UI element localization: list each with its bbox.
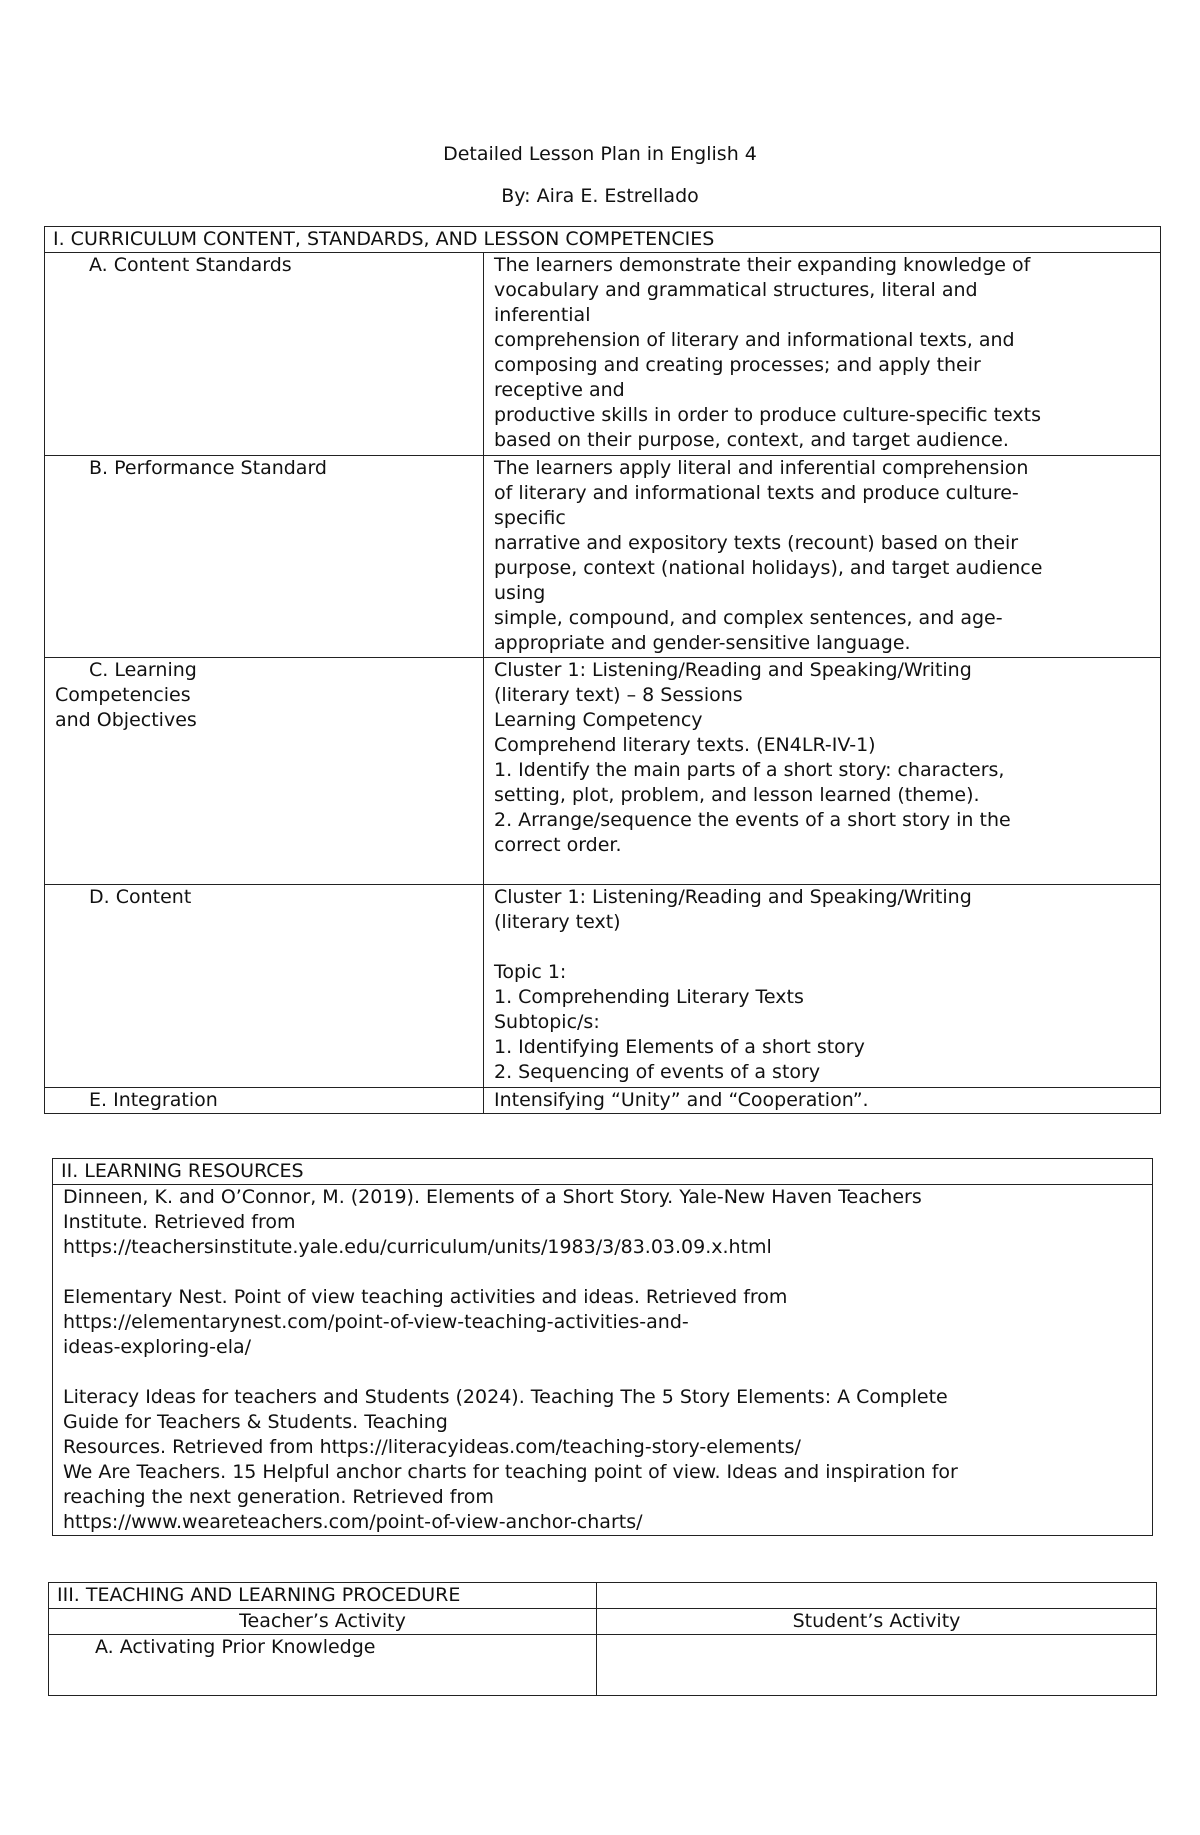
table-row bbox=[45, 456, 1161, 658]
table-row bbox=[49, 1609, 1157, 1635]
table-row bbox=[53, 1185, 1153, 1536]
section-3-header: III. TEACHING AND LEARNING PROCEDURE bbox=[49, 1583, 597, 1609]
table-row bbox=[45, 227, 1161, 253]
table-row bbox=[53, 1159, 1153, 1185]
learning-resources-table bbox=[52, 1158, 1153, 1536]
row-label: A. Content Standards bbox=[45, 253, 484, 456]
activity-label: A. Activating Prior Knowledge bbox=[49, 1635, 597, 1696]
student-activity-cell bbox=[597, 1635, 1157, 1696]
section-2-header: II. LEARNING RESOURCES bbox=[53, 1159, 1153, 1185]
row-content: Cluster 1: Listening/Reading and Speaking/Writing (literary text) – 8 Sessions Learning Competency Comprehend literary texts. (EN4LR-IV-1) 1. Identify the main parts of a short story: characters, setting, plot, problem, and lesson learned (theme). 2. Arrange/sequence the events of a short story in the correct order. bbox=[484, 658, 1161, 885]
row-label: D. Content bbox=[45, 885, 484, 1088]
teacher-activity-heading: Teacher’s Activity bbox=[49, 1609, 597, 1635]
curriculum-table bbox=[44, 226, 1161, 1114]
row-content: The learners apply literal and inferential comprehension of literary and informational texts and produce culture- specific narrative and expository texts (recount) based on their purpose, context (national holidays), and target audience using simple, compound, and complex sentences, and age- appropriate and gender-sensitive language. bbox=[484, 456, 1161, 658]
row-label: C. Learning Competencies and Objectives bbox=[45, 658, 484, 885]
table-row bbox=[45, 658, 1161, 885]
procedure-table bbox=[48, 1582, 1157, 1696]
empty-header-cell bbox=[597, 1583, 1157, 1609]
row-content: The learners demonstrate their expanding knowledge of vocabulary and grammatical structures, literal and inferential comprehension of literary and informational texts, and composing and creating processes; and apply their receptive and productive skills in order to produce culture-specific texts based on their purpose, context, and target audience. bbox=[484, 253, 1161, 456]
table-row bbox=[45, 1088, 1161, 1114]
document-title: Detailed Lesson Plan in English 4 bbox=[443, 143, 757, 165]
student-activity-heading: Student’s Activity bbox=[597, 1609, 1157, 1635]
row-content: Cluster 1: Listening/Reading and Speaking/Writing (literary text) Topic 1: 1. Comprehending Literary Texts Subtopic/s: 1. Identifying Elements of a short story 2. Sequencing of events of a story bbox=[484, 885, 1161, 1088]
document-author: By: Aira E. Estrellado bbox=[501, 185, 699, 207]
table-row bbox=[45, 253, 1161, 456]
row-label: E. Integration bbox=[45, 1088, 484, 1114]
table-row bbox=[49, 1583, 1157, 1609]
table-row bbox=[49, 1635, 1157, 1696]
row-content: Intensifying “Unity” and “Cooperation”. bbox=[484, 1088, 1161, 1114]
section-1-header: I. CURRICULUM CONTENT, STANDARDS, AND LESSON COMPETENCIES bbox=[45, 227, 1161, 253]
row-label: B. Performance Standard bbox=[45, 456, 484, 658]
table-row bbox=[45, 885, 1161, 1088]
resources-list: Dinneen, K. and O’Connor, M. (2019). Elements of a Short Story. Yale-New Haven Teachers Institute. Retrieved from https://teachersinstitute.yale.edu/curriculum/units/1983/3/83.03.09.x.html Elementary Nest. Point of view teaching activities and ideas. Retrieved from https://elementarynest.com/point-of-view-teaching-activities-and- ideas-exploring-ela/ Literacy Ideas for teachers and Students (2024). Teaching The 5 Story Elements: A Complete Guide for Teachers & Students. Teaching Resources. Retrieved from https://literacyideas.com/teaching-story-elements/ We Are Teachers. 15 Helpful anchor charts for teaching point of view. Ideas and inspiration for reaching the next generation. Retrieved from https://www.weareteachers.com/point-of-view-anchor-charts/ bbox=[53, 1185, 1153, 1536]
